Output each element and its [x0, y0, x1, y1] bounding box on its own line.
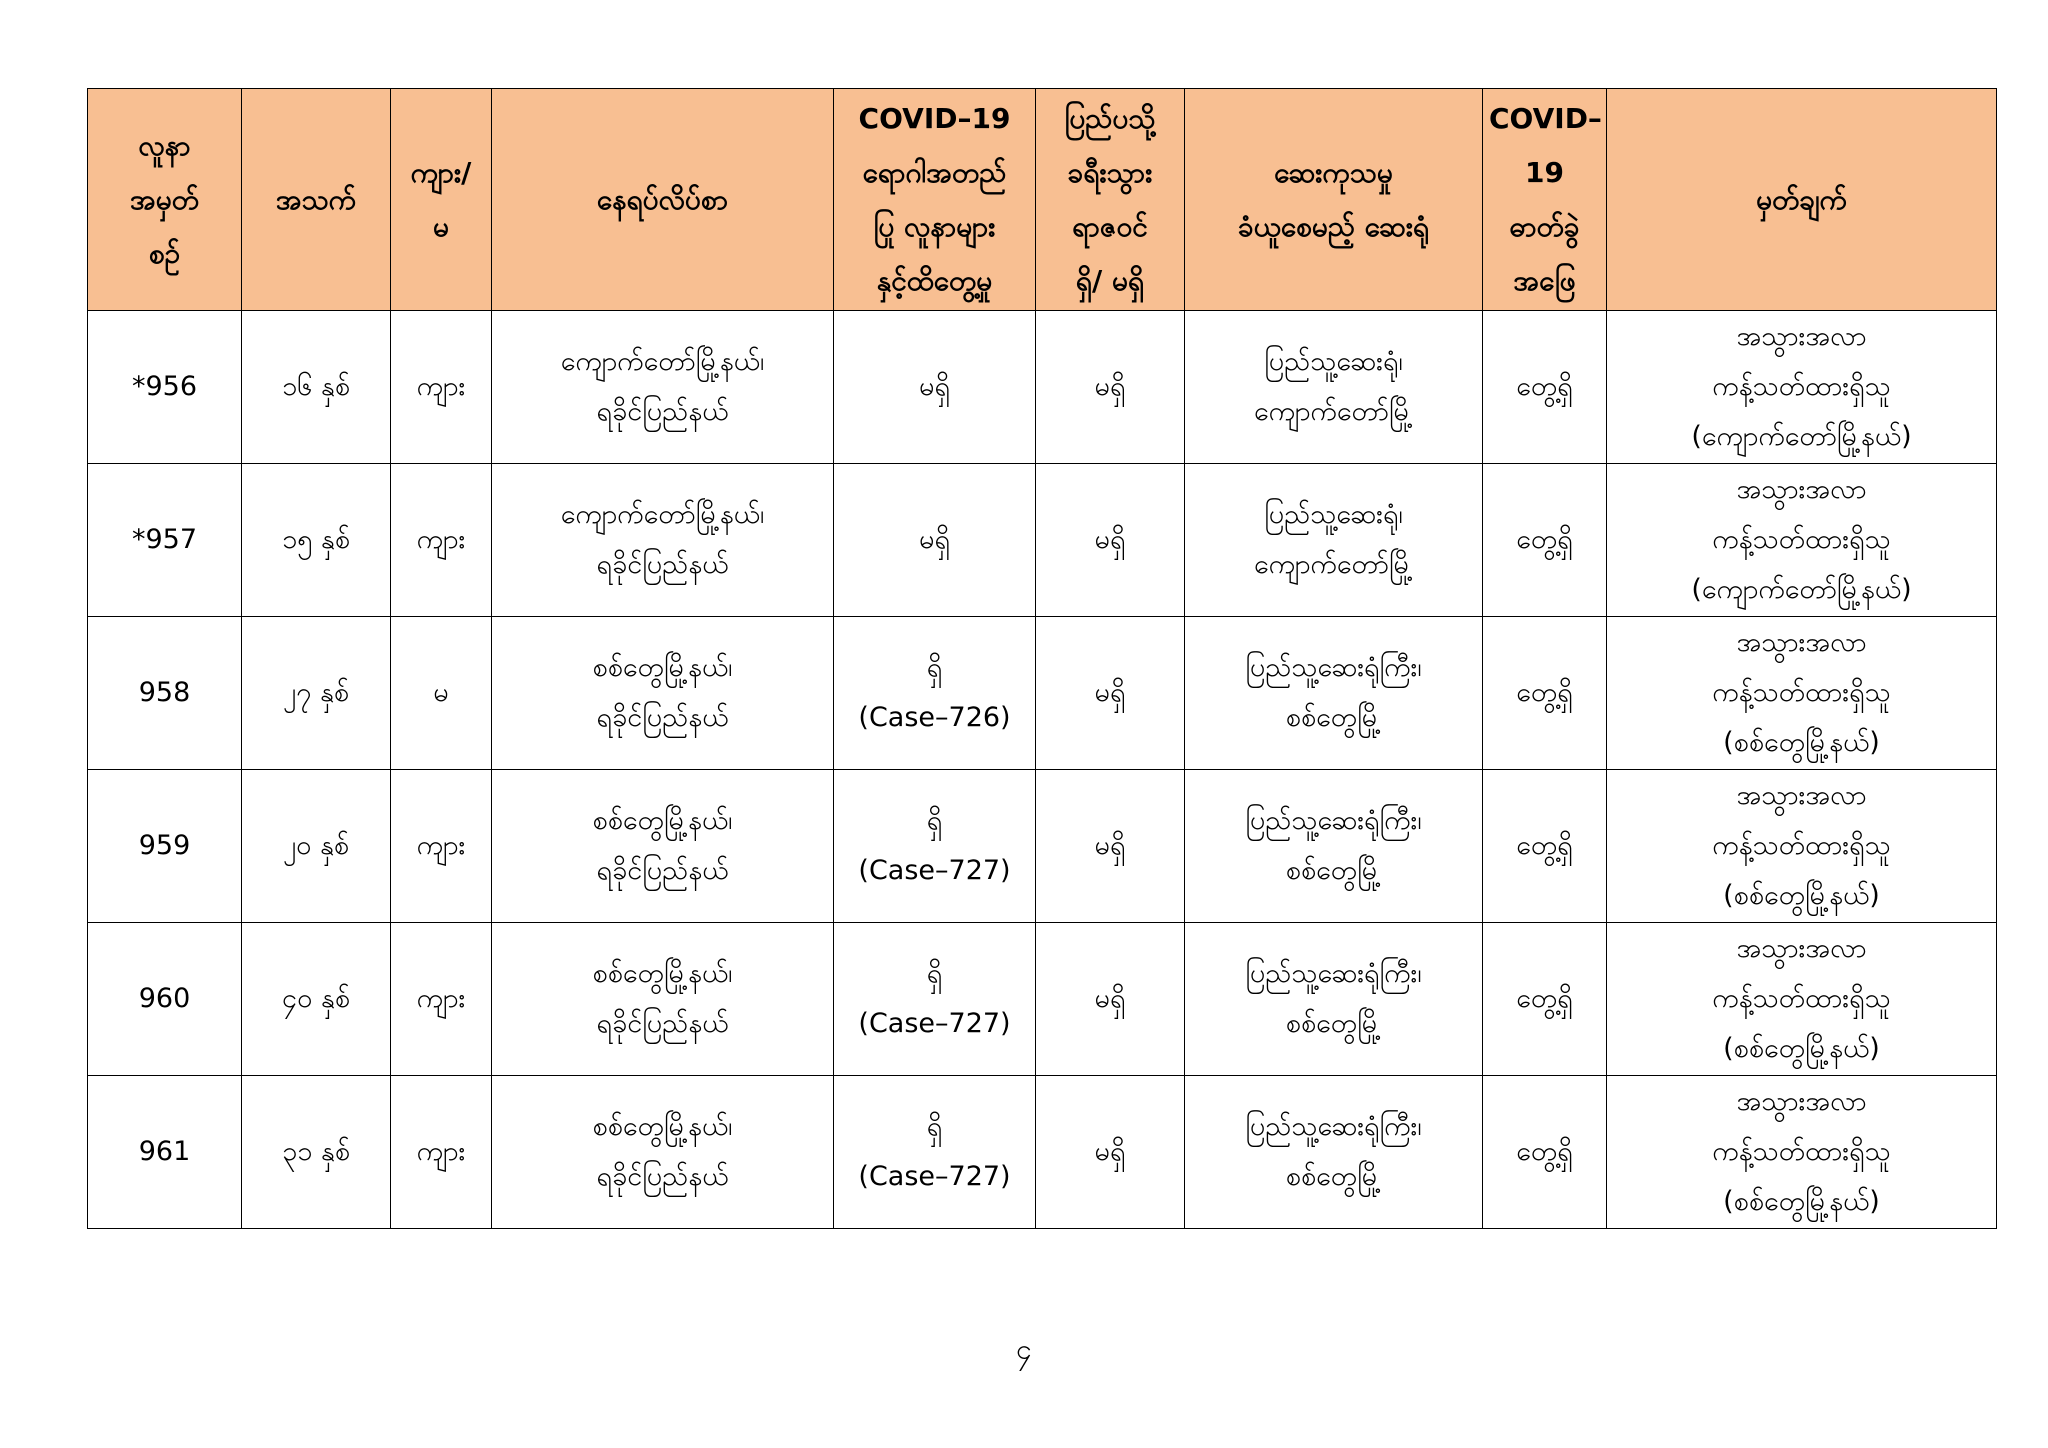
remark-cell-line: အသွားအလာ: [1736, 627, 1867, 658]
travel-history-cell-line: မရှိ: [1094, 371, 1126, 402]
address-cell-line: စစ်တွေမြို့နယ်၊: [592, 652, 733, 683]
contact-cell: [834, 923, 1036, 1076]
hospital-cell-line: ပြည်သူ့ဆေးရုံကြီး၊: [1245, 805, 1422, 836]
hospital-cell: [1185, 770, 1483, 923]
header-line: ကျား/: [410, 155, 472, 189]
remark-cell-line: အသွားအလာ: [1736, 474, 1867, 505]
lab-result-cell: [1483, 770, 1607, 923]
header-lab-result: [1483, 89, 1607, 311]
address-cell: [492, 923, 834, 1076]
header-sex: [391, 89, 492, 311]
lab-result-cell: [1483, 923, 1607, 1076]
case-number-cell-line: *957: [131, 524, 198, 555]
address-cell-line: ရခိုင်ပြည်နယ်: [596, 396, 729, 427]
lab-result-cell: [1483, 617, 1607, 770]
lab-result-cell: [1483, 311, 1607, 464]
header-line: ရောဂါအတည်: [862, 155, 1007, 189]
address-cell-line: စစ်တွေမြို့နယ်၊: [592, 958, 733, 989]
hospital-cell-line: ပြည်သူ့ဆေးရုံကြီး၊: [1245, 652, 1422, 683]
remark-cell-line: (စစ်တွေမြို့နယ်): [1723, 727, 1880, 758]
hospital-cell-line: ပြည်သူ့ဆေးရုံ၊: [1264, 346, 1403, 377]
age-cell-line: ၄၀ နှစ်: [281, 983, 351, 1014]
hospital-cell-line: ပြည်သူ့ဆေးရုံကြီး၊: [1245, 958, 1422, 989]
address-cell-line: ကျောက်တော်မြို့နယ်၊: [560, 346, 765, 377]
contact-cell: [834, 770, 1036, 923]
age-cell: [242, 770, 391, 923]
hospital-cell-line: ပြည်သူ့ဆေးရုံ၊: [1264, 499, 1403, 530]
header-line: ခရီးသွား: [1067, 155, 1153, 189]
table-row: [88, 617, 1997, 770]
sex-cell: [391, 1076, 492, 1229]
travel-history-cell-line: မရှိ: [1094, 1136, 1126, 1167]
remark-cell-line: ကန့်သတ်ထားရှိသူ: [1712, 677, 1891, 708]
header-line: COVID–19: [858, 101, 1011, 135]
header-line: COVID–: [1489, 101, 1602, 135]
header-remark: [1607, 89, 1997, 311]
sex-cell: [391, 770, 492, 923]
header-line: စဉ်: [148, 236, 181, 270]
contact-cell-line: (Case–727): [858, 1008, 1011, 1039]
hospital-cell-line: ကျောက်တော်မြို့: [1253, 396, 1414, 427]
travel-history-cell: [1036, 464, 1185, 617]
remark-cell: [1607, 464, 1997, 617]
lab-result-cell-line: တွေ့ရှိ: [1516, 1136, 1573, 1167]
contact-cell-line: (Case–727): [858, 1161, 1011, 1192]
sex-cell: [391, 923, 492, 1076]
address-cell-line: ရခိုင်ပြည်နယ်: [596, 855, 729, 886]
table-row: [88, 311, 1997, 464]
contact-cell-line: ရှိ: [926, 805, 943, 836]
sex-cell-line: ကျား: [416, 983, 466, 1014]
age-cell-line: ၂၀ နှစ်: [282, 830, 350, 861]
case-number-cell: [88, 770, 242, 923]
lab-result-cell: [1483, 1076, 1607, 1229]
case-table-container: [87, 88, 1996, 1229]
hospital-cell: [1185, 923, 1483, 1076]
header-line: အမှတ်: [130, 182, 199, 216]
hospital-cell-line: ပြည်သူ့ဆေးရုံကြီး၊: [1245, 1111, 1422, 1142]
remark-cell-line: (ကျောက်တော်မြို့နယ်): [1691, 421, 1912, 452]
table-header-row: [88, 89, 1997, 311]
sex-cell-line: ကျား: [416, 830, 466, 861]
sex-cell-line: ကျား: [416, 371, 466, 402]
remark-cell-line: ကန့်သတ်ထားရှိသူ: [1712, 983, 1891, 1014]
address-cell-line: စစ်တွေမြို့နယ်၊: [592, 1111, 733, 1142]
hospital-cell: [1185, 464, 1483, 617]
travel-history-cell: [1036, 311, 1185, 464]
address-cell-line: ရခိုင်ပြည်နယ်: [596, 1161, 729, 1192]
contact-cell-line: (Case–726): [858, 702, 1011, 733]
travel-history-cell: [1036, 923, 1185, 1076]
contact-cell-line: (Case–727): [858, 855, 1011, 886]
address-cell-line: ရခိုင်ပြည်နယ်: [596, 702, 729, 733]
header-line: ရှိ/ မရှိ: [1075, 263, 1145, 297]
table-row: [88, 770, 1997, 923]
contact-cell: [834, 311, 1036, 464]
travel-history-cell: [1036, 617, 1185, 770]
contact-cell: [834, 1076, 1036, 1229]
age-cell-line: ၂၇ နှစ်: [282, 677, 350, 708]
address-cell-line: ရခိုင်ပြည်နယ်: [596, 1008, 729, 1039]
remark-cell-line: (စစ်တွေမြို့နယ်): [1723, 1186, 1880, 1217]
travel-history-cell-line: မရှိ: [1094, 983, 1126, 1014]
hospital-cell-line: ကျောက်တော်မြို့: [1253, 549, 1414, 580]
remark-cell-line: အသွားအလာ: [1736, 321, 1867, 352]
table-row: [88, 464, 1997, 617]
remark-cell-line: (စစ်တွေမြို့နယ်): [1723, 1033, 1880, 1064]
case-number-cell-line: 961: [138, 1136, 191, 1167]
header-age: [242, 89, 391, 311]
hospital-cell: [1185, 311, 1483, 464]
case-number-cell: [88, 1076, 242, 1229]
address-cell: [492, 464, 834, 617]
address-cell-line: ရခိုင်ပြည်နယ်: [596, 549, 729, 580]
lab-result-cell-line: တွေ့ရှိ: [1516, 371, 1573, 402]
sex-cell: [391, 617, 492, 770]
sex-cell-line: မ: [433, 677, 449, 708]
header-travel-history: [1036, 89, 1185, 311]
header-line: ရာဇဝင်: [1072, 209, 1148, 243]
address-cell-line: ကျောက်တော်မြို့နယ်၊: [560, 499, 765, 530]
header-line: ခံယူစေမည့် ဆေးရုံ: [1237, 209, 1430, 243]
age-cell-line: ၁၆ နှစ်: [281, 371, 351, 402]
header-line: မှတ်ချက်: [1756, 182, 1847, 216]
age-cell: [242, 464, 391, 617]
header-line: လူနာ: [138, 128, 191, 162]
contact-cell: [834, 464, 1036, 617]
hospital-cell: [1185, 1076, 1483, 1229]
header-contact: [834, 89, 1036, 311]
sex-cell: [391, 311, 492, 464]
table-body: [88, 311, 1997, 1229]
header-line: ဆေးကုသမှု: [1274, 155, 1393, 189]
table-row: [88, 1076, 1997, 1229]
address-cell: [492, 770, 834, 923]
travel-history-cell-line: မရှိ: [1094, 524, 1126, 555]
contact-cell: [834, 617, 1036, 770]
remark-cell-line: ကန့်သတ်ထားရှိသူ: [1712, 524, 1891, 555]
contact-cell-line: ရှိ: [926, 1111, 943, 1142]
case-number-cell: [88, 311, 242, 464]
case-number-cell-line: 960: [138, 983, 191, 1014]
contact-cell-line: ရှိ: [926, 652, 943, 683]
remark-cell-line: အသွားအလာ: [1736, 1086, 1867, 1117]
case-number-cell: [88, 923, 242, 1076]
header-hospital: [1185, 89, 1483, 311]
age-cell-line: ၃၁ နှစ်: [281, 1136, 351, 1167]
hospital-cell-line: စစ်တွေမြို့: [1285, 855, 1382, 886]
header-line: ပြည်ပသို့: [1064, 101, 1156, 135]
header-line: ပြု လူနာများ: [873, 209, 996, 243]
contact-cell-line: မရှိ: [919, 371, 950, 402]
sex-cell-line: ကျား: [416, 524, 466, 555]
travel-history-cell-line: မရှိ: [1094, 677, 1126, 708]
remark-cell: [1607, 311, 1997, 464]
header-case-number: [88, 89, 242, 311]
age-cell: [242, 617, 391, 770]
case-number-cell-line: 959: [138, 830, 191, 861]
hospital-cell-line: စစ်တွေမြို့: [1285, 702, 1382, 733]
hospital-cell-line: စစ်တွေမြို့: [1285, 1008, 1382, 1039]
travel-history-cell-line: မရှိ: [1094, 830, 1126, 861]
remark-cell-line: အသွားအလာ: [1736, 933, 1867, 964]
table-row: [88, 923, 1997, 1076]
remark-cell-line: ကန့်သတ်ထားရှိသူ: [1712, 830, 1891, 861]
header-line: မ: [433, 209, 449, 243]
lab-result-cell-line: တွေ့ရှိ: [1516, 677, 1573, 708]
case-number-cell: [88, 464, 242, 617]
case-table: [87, 88, 1997, 1229]
case-number-cell-line: 958: [138, 677, 191, 708]
hospital-cell: [1185, 617, 1483, 770]
header-line: ဓာတ်ခွဲ: [1509, 209, 1580, 243]
lab-result-cell-line: တွေ့ရှိ: [1516, 830, 1573, 861]
remark-cell-line: အသွားအလာ: [1736, 780, 1867, 811]
remark-cell-line: ကန့်သတ်ထားရှိသူ: [1712, 1136, 1891, 1167]
sex-cell: [391, 464, 492, 617]
remark-cell-line: (ကျောက်တော်မြို့နယ်): [1691, 574, 1912, 605]
header-line: 19: [1525, 155, 1564, 189]
header-line: အဖြေ: [1513, 263, 1576, 297]
header-line: နေရပ်လိပ်စာ: [596, 182, 729, 216]
remark-cell: [1607, 770, 1997, 923]
hospital-cell-line: စစ်တွေမြို့: [1285, 1161, 1382, 1192]
address-cell-line: စစ်တွေမြို့နယ်၊: [592, 805, 733, 836]
travel-history-cell: [1036, 1076, 1185, 1229]
remark-cell: [1607, 1076, 1997, 1229]
lab-result-cell-line: တွေ့ရှိ: [1516, 983, 1573, 1014]
header-line: နှင့်ထိတွေ့မှု: [876, 263, 993, 297]
address-cell: [492, 617, 834, 770]
lab-result-cell: [1483, 464, 1607, 617]
age-cell-line: ၁၅ နှစ်: [281, 524, 351, 555]
sex-cell-line: ကျား: [416, 1136, 466, 1167]
case-number-cell: [88, 617, 242, 770]
age-cell: [242, 923, 391, 1076]
case-number-cell-line: *956: [131, 371, 198, 402]
contact-cell-line: မရှိ: [919, 524, 950, 555]
remark-cell: [1607, 617, 1997, 770]
remark-cell: [1607, 923, 1997, 1076]
age-cell: [242, 1076, 391, 1229]
travel-history-cell: [1036, 770, 1185, 923]
address-cell: [492, 1076, 834, 1229]
header-address: [492, 89, 834, 311]
contact-cell-line: ရှိ: [926, 958, 943, 989]
remark-cell-line: (စစ်တွေမြို့နယ်): [1723, 880, 1880, 911]
remark-cell-line: ကန့်သတ်ထားရှိသူ: [1712, 371, 1891, 402]
page-number: ၄: [1016, 1333, 1032, 1366]
header-line: အသက်: [275, 182, 357, 216]
age-cell: [242, 311, 391, 464]
address-cell: [492, 311, 834, 464]
lab-result-cell-line: တွေ့ရှိ: [1516, 524, 1573, 555]
